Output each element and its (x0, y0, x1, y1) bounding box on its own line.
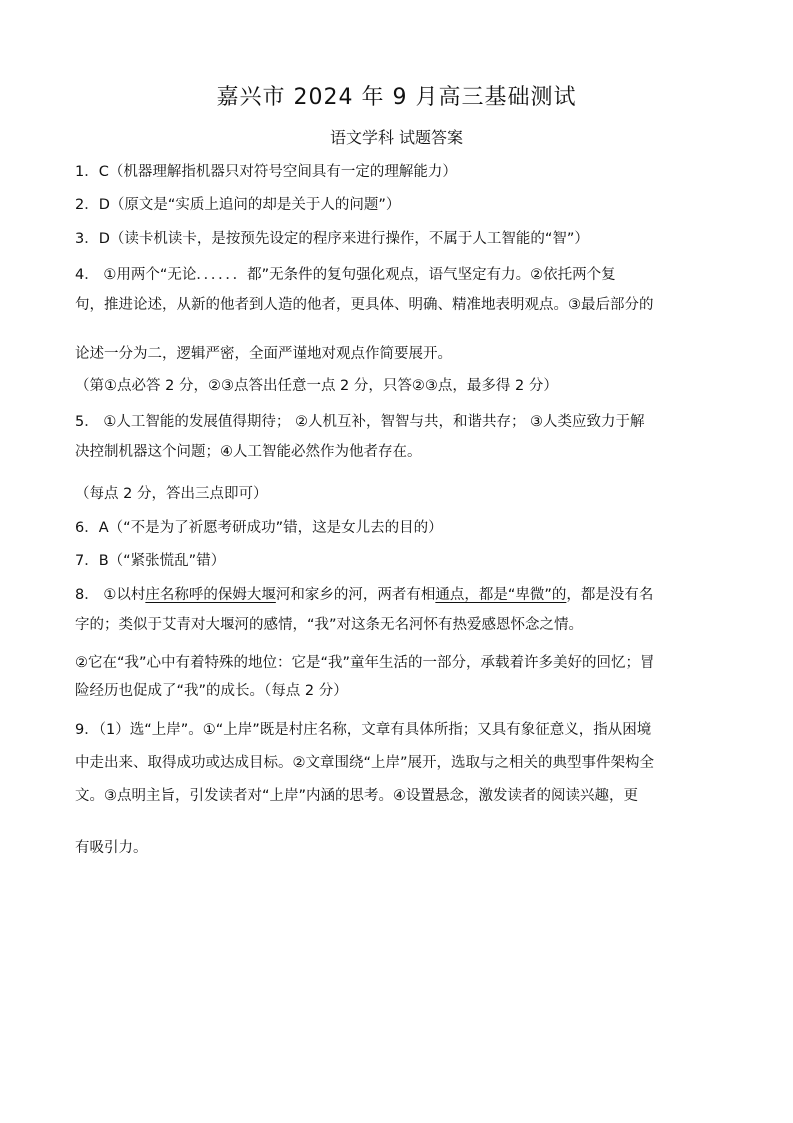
answer-8-line-4: 险经历也促成了“我”的成长。（每点 2 分） (75, 683, 348, 699)
answer-8-text-c: ，都是没有名 (566, 587, 654, 603)
answer-9-line-1: 9．（1）选“上岸”。①“上岸”既是村庄名称，文章有具体所指；又具有象征意义，指从困境 (75, 722, 652, 738)
answer-8-underline-a: 庄名称呼的保姆大堰 (145, 587, 276, 603)
answer-1: 1．C（机器理解指机器只对符号空间具有一定的理解能力） (75, 164, 457, 180)
answer-5-line-1: 5． ①人工智能的发展值得期待； ②人机互补，智智与共，和谐共存； ③人类应致力于解 (75, 414, 645, 430)
answer-6: 6．A（“不是为了祈愿考研成功”错，这是女儿去的目的） (75, 520, 443, 536)
answer-8-text-b: 河和家乡的河，两者有相 (275, 587, 436, 603)
answer-9-line-4: 有吸引力。 (75, 840, 148, 856)
answer-8-text-a: 8． ①以村 (75, 587, 146, 603)
answer-8-line-2: 字的；类似于艾青对大堰河的感情，“我”对这条无名河怀有热爱感恩怀念之情。 (75, 617, 584, 633)
answer-4-scoring: （第①点必答 2 分，②③点答出任意一点 2 分，只答②③点，最多得 2 分） (75, 378, 558, 394)
page-subtitle: 语文学科 试题答案 (329, 128, 464, 147)
answer-4-line-3: 论述一分为二，逻辑严密，全面严谨地对观点作简要展开。 (75, 346, 452, 362)
answer-4-line-1: 4． ①用两个“无论．．．．．．都”无条件的复句强化观点，语气坚定有力。②依托两个复 (75, 267, 616, 283)
answer-2: 2．D（原文是“实质上追问的却是关于人的问题”） (75, 197, 401, 213)
answer-4-line-2: 句，推进论述，从新的他者到人造的他者，更具体、明确、精准地表明观点。③最后部分的 (75, 297, 654, 313)
answer-8-line-1 (75, 585, 725, 605)
answer-9-line-2: 中走出来、取得成功或达成目标。②文章围绕“上岸”展开，选取与之相关的典型事件架构全 (75, 755, 655, 771)
answer-5-line-2: 决控制机器这个问题；④人工智能必然作为他者存在。 (75, 444, 422, 460)
answer-3: 3．D（读卡机读卡，是按预先设定的程序来进行操作，不属于人工智能的“智”） (75, 231, 589, 247)
answer-5-scoring: （每点 2 分，答出三点即可） (75, 486, 268, 502)
page-title: 嘉兴市 2024 年 9 月高三基础测试 (216, 85, 577, 110)
answer-8-line-3: ②它在“我”心中有着特殊的地位：它是“我”童年生活的一部分，承载着许多美好的回忆；冒 (75, 655, 655, 671)
answer-8-underline-b: 通点，都是“卑微”的 (435, 587, 567, 603)
answer-9-line-3: 文。③点明主旨，引发读者对“上岸”内涵的思考。④设置悬念，激发读者的阅读兴趣，更 (75, 788, 639, 804)
answer-7: 7．B（“紧张慌乱”错） (75, 553, 226, 569)
